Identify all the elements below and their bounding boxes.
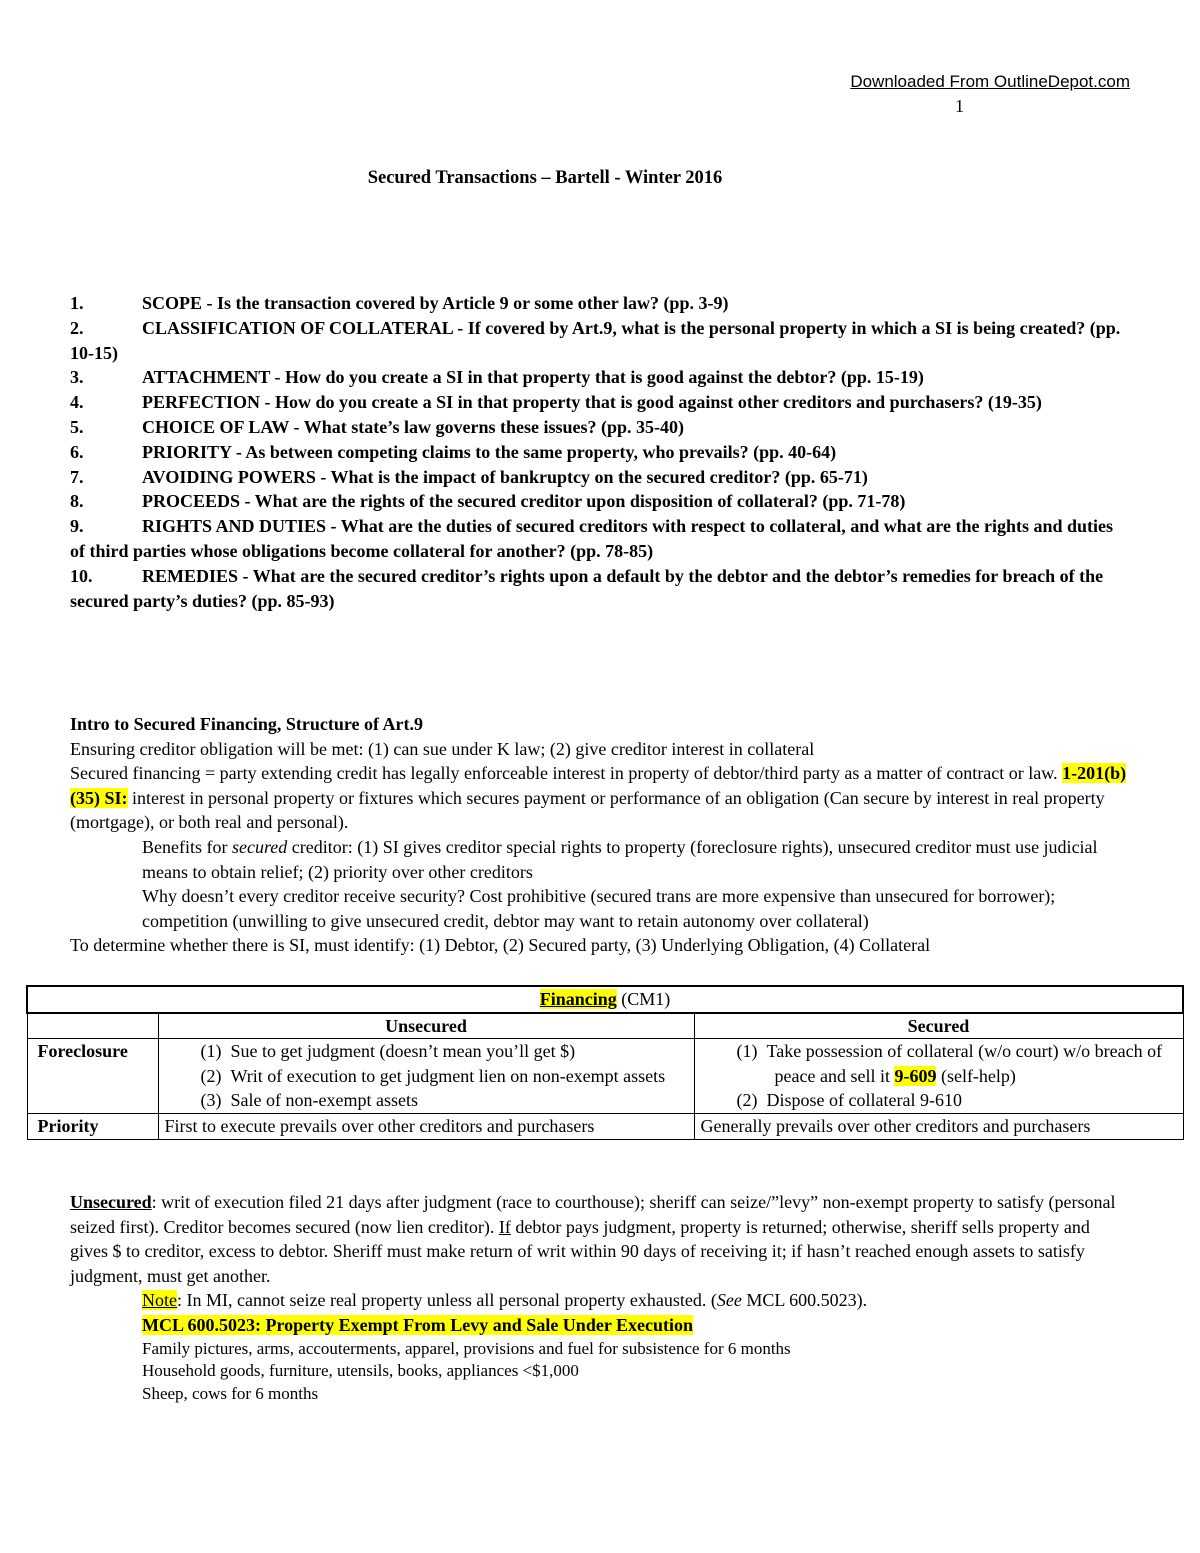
topic-outline bbox=[70, 291, 1130, 613]
note-paragraph: Note: In MI, cannot seize real property unless all personal property exhausted. (See MCL 600.5023). bbox=[142, 1290, 868, 1311]
column-header-unsecured: Unsecured bbox=[158, 1013, 694, 1039]
section-heading: Intro to Secured Financing, Structure of Art.9 bbox=[70, 714, 423, 734]
paragraph: Ensuring creditor obligation will be met: (1) can sue under K law; (2) give creditor interest in collateral bbox=[70, 738, 815, 759]
mcl-heading: MCL 600.5023: Property Exempt From Levy and Sale Under Execution bbox=[142, 1314, 693, 1335]
list-item: (1) Sue to get judgment (doesn’t mean you’ll get $) bbox=[200, 1041, 576, 1062]
column-header-secured: Secured bbox=[694, 1013, 1183, 1039]
source-link[interactable]: Downloaded From OutlineDepot.com bbox=[850, 72, 1130, 91]
paragraph: To determine whether there is SI, must identify: (1) Debtor, (2) Secured party, (3) Underlying Obligation, (4) Collateral bbox=[70, 935, 931, 956]
table-row bbox=[27, 1039, 1183, 1114]
outline-item: 9. RIGHTS AND DUTIES - What are the duties of secured creditors with respect to collateral, and what are the rights and duties of third parties whose obligations become collateral for another? (pp. 78-85) bbox=[70, 516, 1113, 561]
exempt-list bbox=[70, 1338, 1130, 1406]
list-item: (2) Writ of execution to get judgment lien on non-exempt assets bbox=[200, 1065, 666, 1086]
outline-item: 4. PERFECTION - How do you create a SI in that property that is good against other creditors and purchasers? (19-35) bbox=[70, 392, 1042, 413]
highlight-citation: 1-201(b)(35) SI: bbox=[70, 763, 1127, 808]
list-item: (2) Dispose of collateral 9-610 bbox=[736, 1090, 962, 1111]
outline-item: 2. CLASSIFICATION OF COLLATERAL - If covered by Art.9, what is the personal property in which a SI is being created? (pp. 10-15) bbox=[70, 317, 1121, 363]
outline-item: 10. REMEDIES - What are the secured creditor’s rights upon a default by the debtor and the debtor’s remedies for breach of the secured party’s duties? (pp. 85-93) bbox=[70, 565, 1104, 611]
cell-unsecured-priority: First to execute prevails over other creditors and purchasers bbox=[158, 1113, 694, 1139]
outline-item: 3. ATTACHMENT - How do you create a SI in that property that is good against the debtor? (pp. 15-19) bbox=[70, 367, 924, 388]
outline-item: 1. SCOPE - Is the transaction covered by Article 9 or some other law? (pp. 3-9) bbox=[70, 293, 729, 313]
list-item: (3) Sale of non-exempt assets bbox=[200, 1090, 418, 1111]
list-item: Sheep, cows for 6 months bbox=[142, 1383, 319, 1403]
cell-secured-foreclosure bbox=[694, 1039, 1183, 1114]
unsecured-section bbox=[70, 1190, 1130, 1405]
table-caption: Financing (CM1) bbox=[27, 986, 1183, 1013]
cell-secured-priority: Generally prevails over other creditors and purchasers bbox=[694, 1113, 1183, 1139]
document-title: Secured Transactions – Bartell - Winter 2016 bbox=[367, 168, 723, 188]
paragraph: Secured financing = party extending credit has legally enforceable interest in property of debtor/third party as a matter of contract or law. 1-201(b)(35) SI: interest in personal property or fixtures which secures payment or performance of an obligation (Can secure by interest in real property (mortgage), or both real and personal). bbox=[70, 763, 1127, 833]
outline-item: 7. AVOIDING POWERS - What is the impact of bankruptcy on the secured creditor? (pp. 65-71) bbox=[70, 466, 868, 487]
outline-item: 6. PRIORITY - As between competing claims to the same property, who prevails? (pp. 40-64) bbox=[70, 441, 837, 462]
row-label-priority: Priority bbox=[27, 1113, 158, 1139]
paragraph: Unsecured: writ of execution filed 21 days after judgment (race to courthouse); sheriff can seize/”levy” non-exempt property to satisfy (personal seized first). Creditor becomes secured (now lien creditor). If debtor pays judgment, property is returned; otherwise, sheriff sells property and gives $ to creditor, excess to debtor. Sheriff must make return of writ within 90 days of receiving it; if hasn’t reached enough assets to satisfy judgment, must get another. bbox=[70, 1192, 1116, 1286]
page-number: 1 bbox=[955, 96, 964, 116]
list-item: (1) Take possession of collateral (w/o court) w/o breach of peace and sell it 9-609 (self-help) bbox=[736, 1041, 1163, 1086]
paragraph: Benefits for secured creditor: (1) SI gives creditor special rights to property (foreclosure rights), unsecured creditor must use judicial means to obtain relief; (2) priority over other creditors bbox=[142, 836, 1098, 882]
list-item: Household goods, furniture, utensils, books, appliances <$1,000 bbox=[142, 1361, 579, 1381]
row-label-foreclosure: Foreclosure bbox=[27, 1039, 158, 1114]
outline-item: 8. PROCEEDS - What are the rights of the secured creditor upon disposition of collateral? (pp. 71-78) bbox=[70, 491, 906, 512]
table-row bbox=[27, 1113, 1183, 1139]
intro-section bbox=[70, 712, 1130, 958]
financing-table bbox=[26, 985, 1184, 1140]
paragraph: Why doesn’t every creditor receive security? Cost prohibitive (secured trans are more expensive than unsecured for borrower); competition (unwilling to give unsecured credit, debtor may want to retain autonomy over collateral) bbox=[142, 886, 1056, 931]
outline-item: 5. CHOICE OF LAW - What state’s law governs these issues? (pp. 35-40) bbox=[70, 416, 685, 437]
list-item: Family pictures, arms, accouterments, apparel, provisions and fuel for subsistence for 6 months bbox=[142, 1338, 791, 1358]
cell-unsecured-foreclosure bbox=[158, 1039, 694, 1114]
